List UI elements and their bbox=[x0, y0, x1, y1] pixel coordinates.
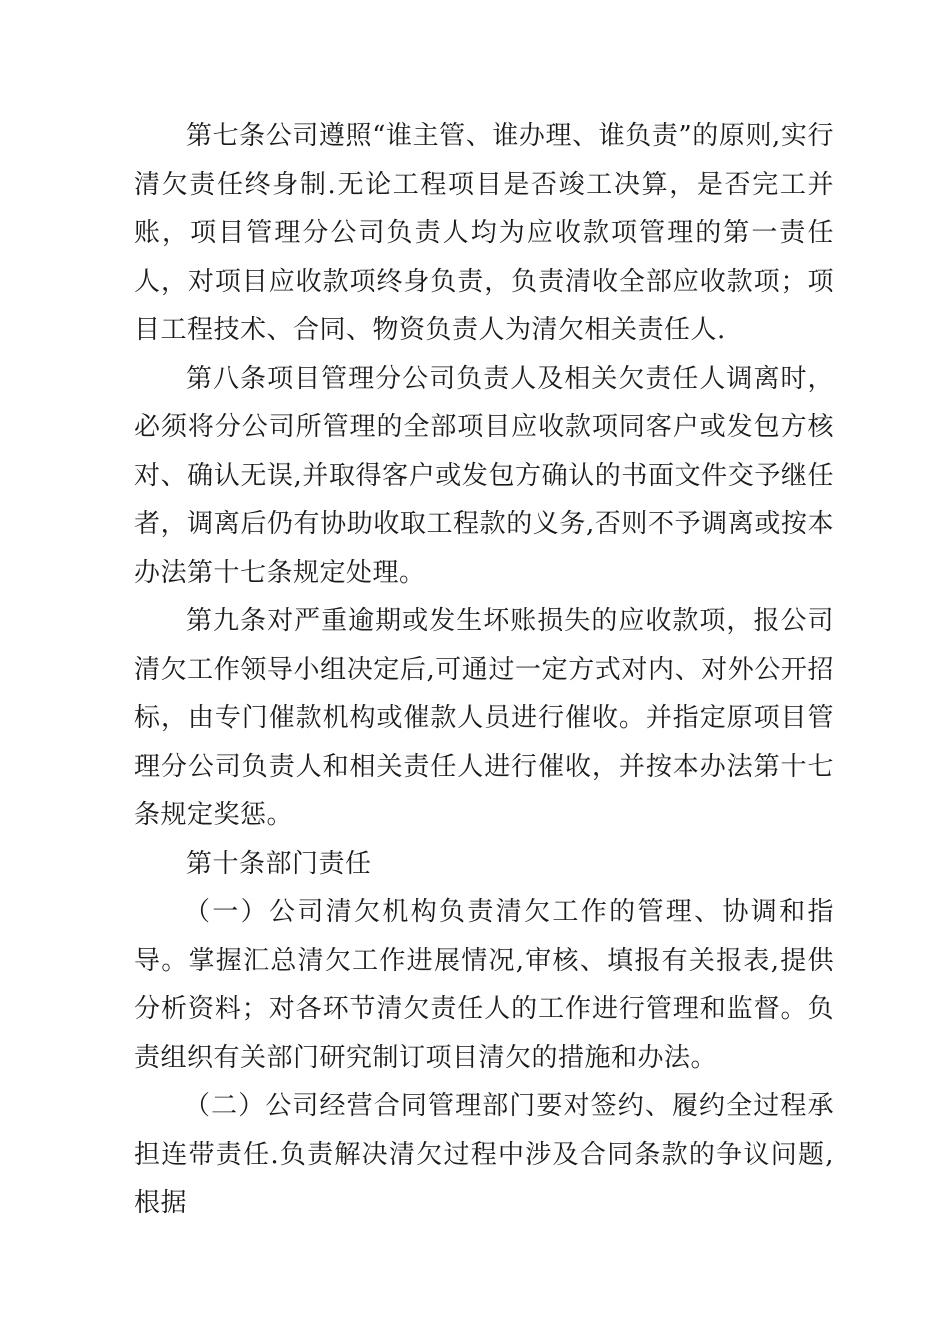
article-8-paragraph: 第八条项目管理分公司负责人及相关欠责任人调离时，必须将分公司所管理的全部项目应收款项同客户或发包方核对、确认无误,并取得客户或发包方确认的书面文件交予继任者，调离后仍有协助收取工程款的义务,否则不予调离或按本办法第十七条规定处理。 bbox=[134, 363, 834, 588]
document-body bbox=[134, 112, 834, 1228]
article-9-paragraph: 第九条对严重逾期或发生坏账损失的应收款项，报公司清欠工作领导小组决定后,可通过一定方式对内、对外公开招标，由专门催款机构或催款人员进行催收。并指定原项目管理分公司负责人和相关责任人进行催收，并按本办法第十七条规定奖惩。 bbox=[134, 606, 834, 830]
article-7-paragraph: 第七条公司遵照“谁主管、谁办理、谁负责”的原则,实行清欠责任终身制.无论工程项目是否竣工决算，是否完工并账，项目管理分公司负责人均为应收款项管理的第一责任人，对项目应收款项终身负责，负责清收全部应收款项；项目工程技术、合同、物资负责人为清欠相关责任人. bbox=[134, 121, 834, 345]
article-10-item-1: （一）公司清欠机构负责清欠工作的管理、协调和指导。掌握汇总清欠工作进展情况,审核、填报有关报表,提供分析资料；对各环节清欠责任人的工作进行管理和监督。负责组织有关部门研究制订项目清欠的措施和办法。 bbox=[134, 897, 834, 1073]
article-10-item-2: （二）公司经营合同管理部门要对签约、履约全过程承担连带责任.负责解决清欠过程中涉及合同条款的争议问题,根据 bbox=[134, 1091, 834, 1218]
article-10-heading: 第十条部门责任 bbox=[186, 848, 372, 879]
